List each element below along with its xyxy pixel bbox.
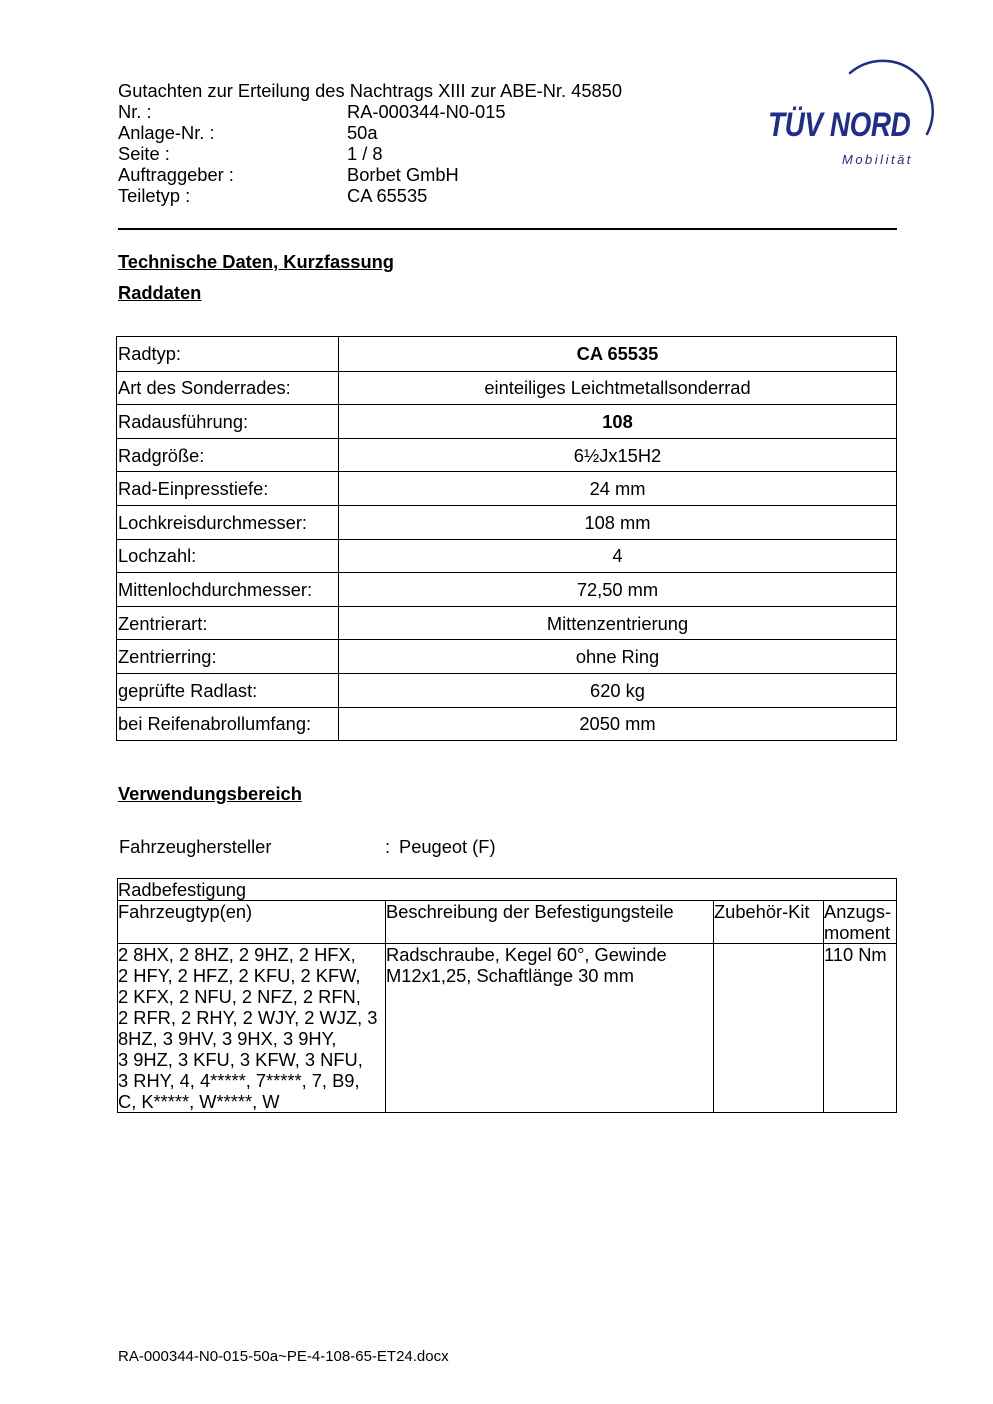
header-field-number <box>118 101 738 122</box>
header-field-client <box>118 164 738 185</box>
usage-heading: Verwendungsbereich <box>118 783 302 804</box>
header-field-value: RA-000344-N0-015 <box>347 101 506 122</box>
column-header-accessory-kit <box>714 901 824 943</box>
header-field-label: Teiletyp : <box>118 185 191 206</box>
row-label: bei Reifenabrollumfang: <box>117 708 339 741</box>
table-row <box>117 438 896 472</box>
mounting-table <box>117 878 897 1113</box>
row-value: ohne Ring <box>575 646 660 668</box>
column-header-description <box>386 901 714 943</box>
section-title: Technische Daten, Kurzfassung <box>118 251 394 272</box>
row-label: Mittenlochdurchmesser: <box>117 573 339 606</box>
header-field-value: CA 65535 <box>347 185 428 206</box>
row-label: Zentrierring: <box>117 640 339 673</box>
table-row <box>118 944 896 1112</box>
column-header-torque <box>824 901 896 943</box>
row-label: Radgröße: <box>117 439 339 472</box>
header-field-label: Nr. : <box>118 101 152 122</box>
column-header-vehicle-types <box>118 901 386 943</box>
row-label: Radtyp: <box>117 337 339 371</box>
header-line: Anzugs- <box>824 901 892 922</box>
vehicle-types-line: C, K*****, W*****, W <box>118 1091 280 1112</box>
header-line: moment <box>824 922 891 943</box>
table-row <box>117 505 896 539</box>
header-field-value: 50a <box>347 122 378 143</box>
row-value: 6½Jx15H2 <box>573 444 662 466</box>
header-field-page <box>118 143 738 164</box>
header-field-label: Seite : <box>118 143 170 164</box>
vehicle-types-line: 3 RHY, 4, 4*****, 7*****, 7, B9, <box>118 1070 360 1091</box>
vehicle-types-line: 3 9HZ, 3 KFU, 3 KFW, 3 NFU, <box>118 1049 363 1070</box>
row-value: 108 <box>602 410 633 432</box>
footer-filename: RA-000344-N0-015-50a~PE-4-108-65-ET24.docx <box>118 1348 449 1365</box>
accessory-kit-cell <box>714 944 824 1112</box>
header-field-value: 1 / 8 <box>347 143 383 164</box>
table-row <box>117 707 896 741</box>
document-title: Gutachten zur Erteilung des Nachtrags XIII zur ABE-Nr. 45850 <box>118 80 623 101</box>
row-value: einteiliges Leichtmetallsonderrad <box>484 377 751 399</box>
table-row <box>117 572 896 606</box>
wheel-data-table <box>116 336 897 741</box>
logo-tagline: Mobilität <box>842 152 913 167</box>
row-label: Art des Sonderrades: <box>117 372 339 405</box>
manufacturer-value: Peugeot (F) <box>399 836 496 857</box>
description-line: M12x1,25, Schaftlänge 30 mm <box>386 965 634 986</box>
mounting-table-header <box>118 901 896 944</box>
table-row <box>117 606 896 640</box>
row-label: geprüfte Radlast: <box>117 674 339 707</box>
table-row <box>117 639 896 673</box>
header-field-value: Borbet GmbH <box>347 164 459 185</box>
document-header <box>118 80 738 206</box>
header-field-label: Auftraggeber : <box>118 164 234 185</box>
table-row <box>117 539 896 573</box>
header-line: Fahrzeugtyp(en) <box>118 901 253 922</box>
row-value: 108 mm <box>584 511 651 533</box>
torque-cell <box>824 944 896 1112</box>
row-value: 4 <box>612 545 623 567</box>
mounting-table-caption: Radbefestigung <box>118 879 896 901</box>
description-line: Radschraube, Kegel 60°, Gewinde <box>386 944 667 965</box>
header-line: Zubehör-Kit <box>714 901 810 922</box>
vehicle-types-line: 2 8HX, 2 8HZ, 2 9HZ, 2 HFX, <box>118 944 356 965</box>
torque-value: 110 Nm <box>824 944 887 965</box>
table-row <box>117 371 896 405</box>
tuev-nord-logo: TÜV NORD <box>768 106 911 144</box>
table-row <box>117 471 896 505</box>
vehicle-types-line: 2 HFY, 2 HFZ, 2 KFU, 2 KFW, <box>118 965 361 986</box>
row-label: Lochzahl: <box>117 540 339 573</box>
table-row <box>117 337 896 371</box>
row-label: Radausführung: <box>117 405 339 438</box>
description-cell <box>386 944 714 1112</box>
row-value: Mittenzentrierung <box>546 612 689 634</box>
row-value: 24 mm <box>589 478 646 500</box>
header-field-part-type <box>118 185 738 206</box>
row-label: Lochkreisdurchmesser: <box>117 506 339 539</box>
header-field-attachment <box>118 122 738 143</box>
table-row <box>117 404 896 438</box>
row-value: 2050 mm <box>579 713 656 735</box>
vehicle-types-line: 2 RFR, 2 RHY, 2 WJY, 2 WJZ, 3 <box>118 1007 378 1028</box>
manufacturer-label: Fahrzeughersteller <box>119 836 272 857</box>
vehicle-types-line: 8HZ, 3 9HV, 3 9HX, 3 9HY, <box>118 1028 337 1049</box>
header-divider <box>118 228 897 230</box>
header-line: Beschreibung der Befestigungsteile <box>386 901 674 922</box>
row-value: CA 65535 <box>576 343 659 365</box>
row-label: Zentrierart: <box>117 607 339 640</box>
row-value: 620 kg <box>590 679 645 701</box>
vehicle-types-cell <box>118 944 386 1112</box>
table-row <box>117 673 896 707</box>
header-field-label: Anlage-Nr. : <box>118 122 215 143</box>
row-value: 72,50 mm <box>576 578 659 600</box>
vehicle-types-line: 2 KFX, 2 NFU, 2 NFZ, 2 RFN, <box>118 986 361 1007</box>
manufacturer-separator: : <box>385 836 391 857</box>
row-label: Rad-Einpresstiefe: <box>117 472 339 505</box>
wheel-data-heading: Raddaten <box>118 282 202 303</box>
